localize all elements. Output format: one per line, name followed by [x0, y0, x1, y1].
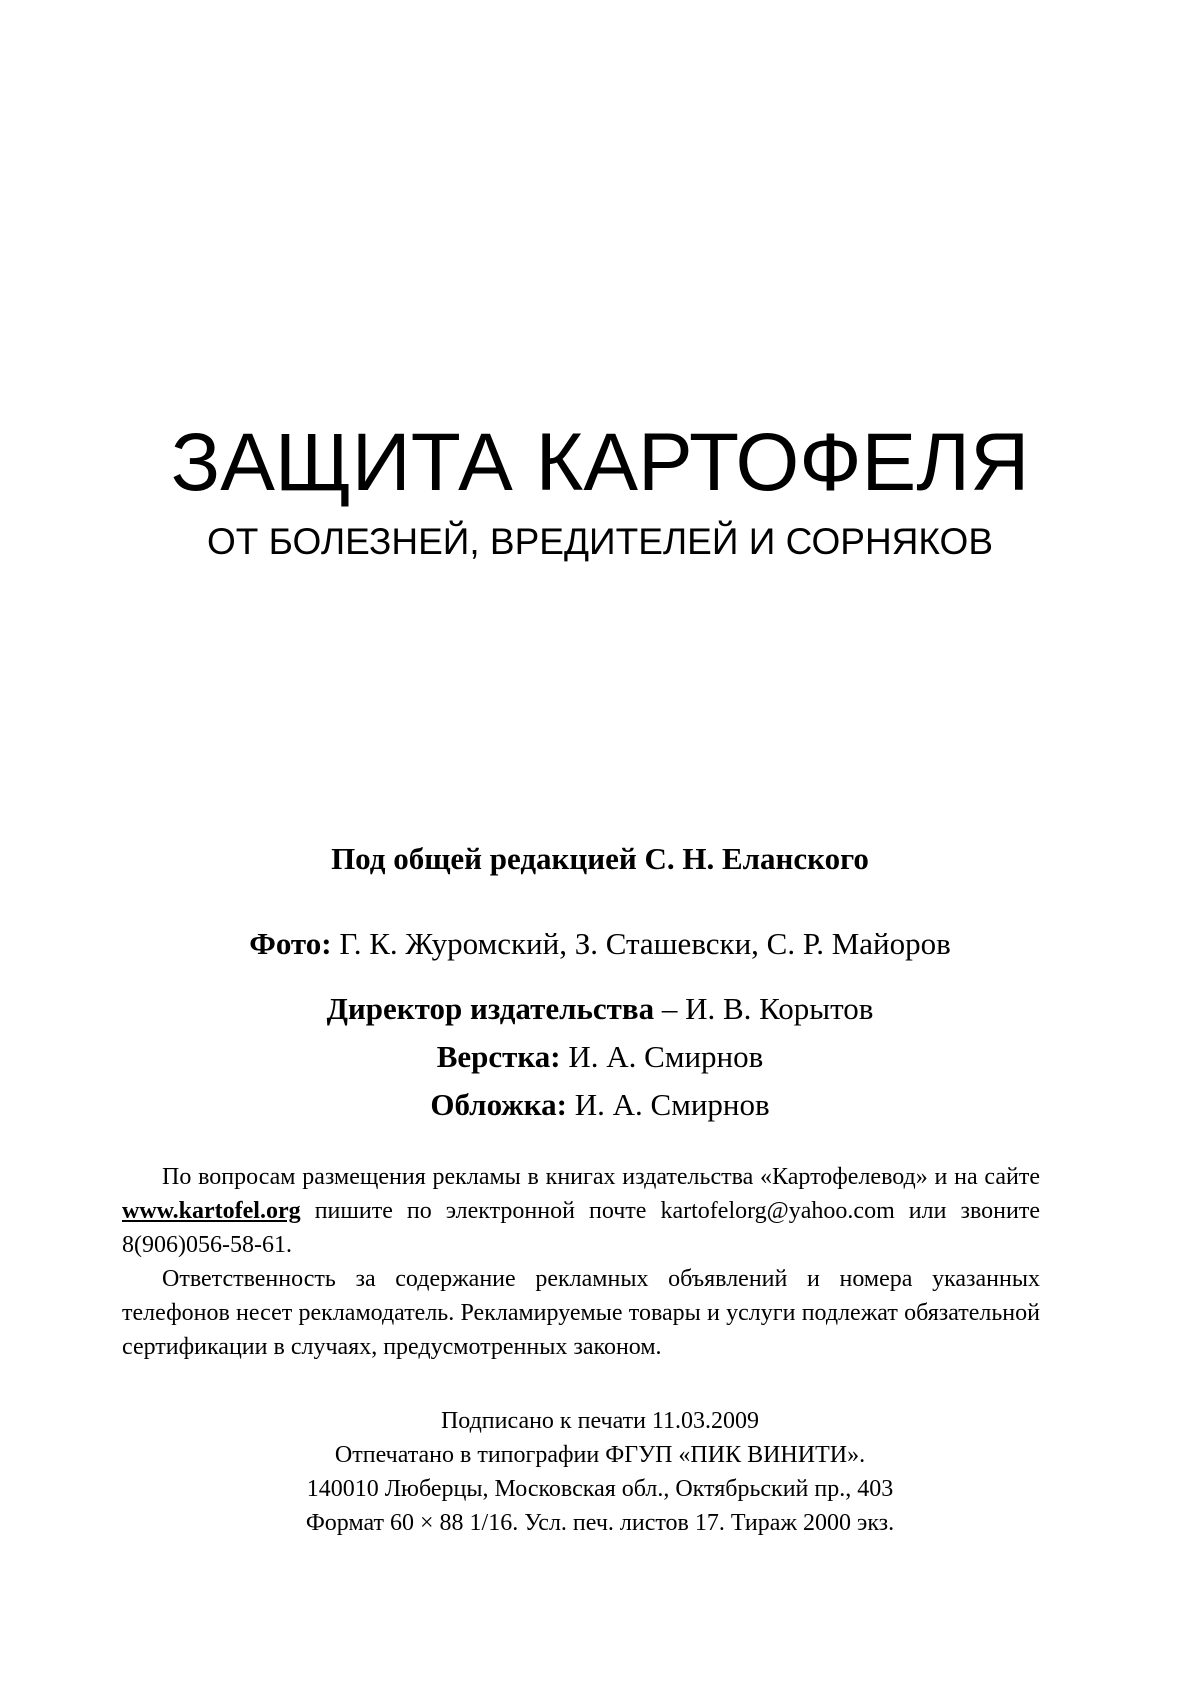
photo-credit-value: Г. К. Журомский, З. Сташевски, С. Р. Майоров: [331, 926, 951, 961]
editor-credit: Под общей редакцией С. Н. Еланского: [331, 841, 869, 876]
signed-to-print-line: Подписано к печати 11.03.2009: [440, 1408, 760, 1434]
cover-credit-label: Обложка:: [430, 1087, 567, 1122]
cover-credit-value: И. А. Смирнов: [567, 1087, 770, 1122]
director-credit-value: – И. В. Корытов: [654, 991, 874, 1026]
website-link[interactable]: www.kartofel.org: [122, 1198, 301, 1224]
book-title: ЗАЩИТА КАРТОФЕЛЯ: [170, 417, 1030, 508]
book-subtitle: ОТ БОЛЕЗНЕЙ, ВРЕДИТЕЛЕЙ И СОРНЯКОВ: [206, 521, 993, 562]
format-line: Формат 60 × 88 1/16. Усл. печ. листов 17. Тираж 2000 экз.: [305, 1510, 895, 1536]
photo-credit-label: Фото:: [249, 926, 332, 961]
print-details: [0, 1404, 1200, 1540]
layout-credit: [0, 1038, 1200, 1076]
photo-credit: [0, 925, 1200, 963]
layout-credit-label: Верстка:: [436, 1039, 561, 1074]
advertising-paragraph: [122, 1160, 1040, 1262]
director-credit: [0, 990, 1200, 1028]
responsibility-paragraph: Ответственность за содержание рекламных объявлений и номера указанных телефонов несет рекламодатель. Рекламируемые товары и услуги подлежат обязательной сертификации в случаях, предусмотренных законом.: [122, 1266, 1040, 1360]
advertising-text-start: По вопросам размещения рекламы в книгах издательства «Картофелевод» и на сайте: [162, 1164, 1040, 1190]
cover-credit: [0, 1086, 1200, 1124]
advertising-text-end: пишите по электронной почте kartofelorg@yahoo.com или звоните 8(906)056-58-61.: [122, 1198, 1040, 1258]
printing-house-line: Отпечатано в типографии ФГУП «ПИК ВИНИТИ».: [334, 1442, 866, 1468]
address-line: 140010 Люберцы, Московская обл., Октябрьский пр., 403: [306, 1476, 894, 1502]
director-credit-label: Директор издательства: [326, 991, 655, 1026]
layout-credit-value: И. А. Смирнов: [560, 1039, 764, 1074]
advertising-notice: [122, 1160, 1040, 1364]
